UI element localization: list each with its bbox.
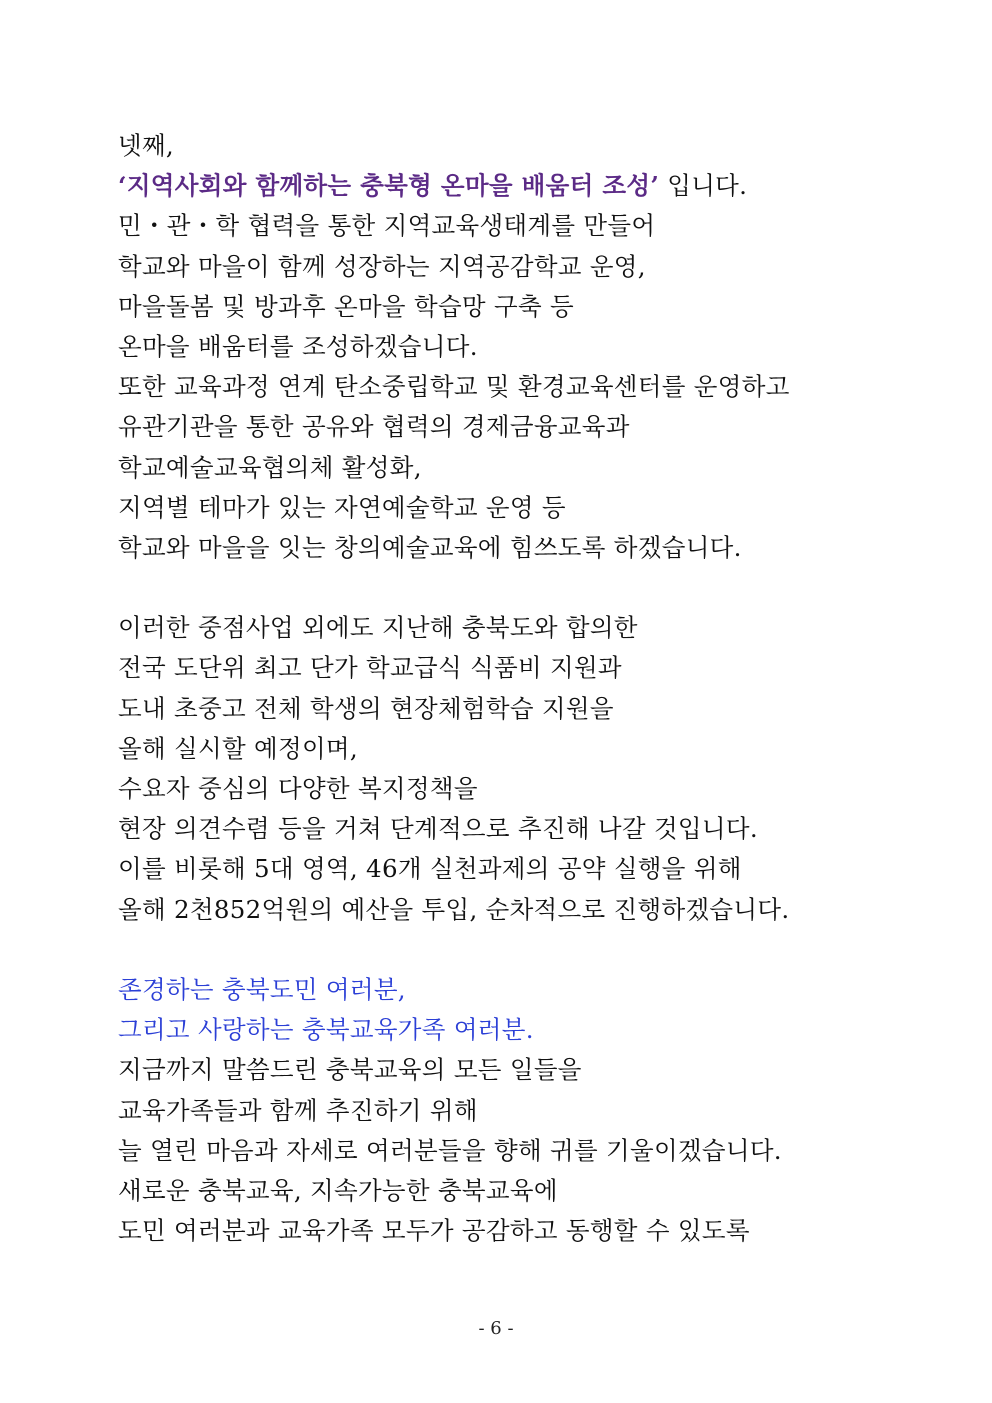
- paragraph-line: 온마을 배움터를 조성하겠습니다.: [118, 331, 478, 361]
- paragraph-line: 이러한 중점사업 외에도 지난해 충북도와 합의한: [118, 613, 638, 643]
- paragraph-gap: [118, 930, 918, 970]
- paragraph-line: 전국 도단위 최고 단가 학교급식 식품비 지원과: [118, 653, 622, 683]
- paragraph-line: 늘 열린 마음과 자세로 여러분들을 향해 귀를 기울이겠습니다.: [118, 1135, 782, 1165]
- section-intro: 넷째,: [118, 131, 175, 160]
- paragraph-line: 학교예술교육협의체 활성화,: [118, 452, 422, 482]
- section-title-line: [118, 166, 918, 206]
- paragraph-line: 교육가족들과 함께 추진하기 위해: [118, 1095, 478, 1125]
- paragraph-line: 민・관・학 협력을 통한 지역교육생태계를 만들어: [118, 211, 656, 241]
- paragraph-line: 지역별 테마가 있는 자연예술학교 운영 등: [118, 492, 566, 522]
- paragraph-gap: [118, 568, 918, 608]
- paragraph-line: 또한 교육과정 연계 탄소중립학교 및 환경교육센터를 운영하고: [118, 372, 790, 402]
- paragraph-line: 학교와 마을을 잇는 창의예술교육에 힘쓰도록 하겠습니다.: [118, 532, 742, 562]
- paragraph-line: 이를 비롯해 5대 영역, 46개 실천과제의 공약 실행을 위해: [118, 854, 742, 884]
- closing-greeting-2: 그리고 사랑하는 충북교육가족 여러분.: [118, 1015, 534, 1045]
- paragraph-line: 현장 의견수렴 등을 거쳐 단계적으로 추진해 나갈 것입니다.: [118, 814, 758, 844]
- paragraph-line: 도내 초중고 전체 학생의 현장체험학습 지원을: [118, 693, 614, 723]
- paragraph-line: 마을돌봄 및 방과후 온마을 학습망 구축 등: [118, 291, 574, 321]
- document-body: [118, 126, 918, 1251]
- paragraph-line: 수요자 중심의 다양한 복지정책을: [118, 774, 478, 803]
- paragraph-line: 학교와 마을이 함께 성장하는 지역공감학교 운영,: [118, 251, 646, 281]
- section-title: ‘지역사회와 함께하는 충북형 온마을 배움터 조성’: [118, 171, 660, 201]
- paragraph-line: 올해 실시할 예정이며,: [118, 733, 358, 763]
- closing-greeting-1: 존경하는 충북도민 여러분,: [118, 974, 406, 1004]
- paragraph-line: 지금까지 말씀드린 충북교육의 모든 일들을: [118, 1055, 582, 1085]
- page-number: - 6 -: [478, 1318, 514, 1339]
- section-title-suffix: 입니다.: [659, 171, 748, 201]
- paragraph-line: 올해 2천852억원의 예산을 투입, 순차적으로 진행하겠습니다.: [118, 894, 790, 924]
- paragraph-line: 유관기관을 통한 공유와 협력의 경제금융교육과: [118, 412, 630, 442]
- paragraph-line: 도민 여러분과 교육가족 모두가 공감하고 동행할 수 있도록: [118, 1216, 750, 1246]
- paragraph-line: 새로운 충북교육, 지속가능한 충북교육에: [118, 1175, 558, 1205]
